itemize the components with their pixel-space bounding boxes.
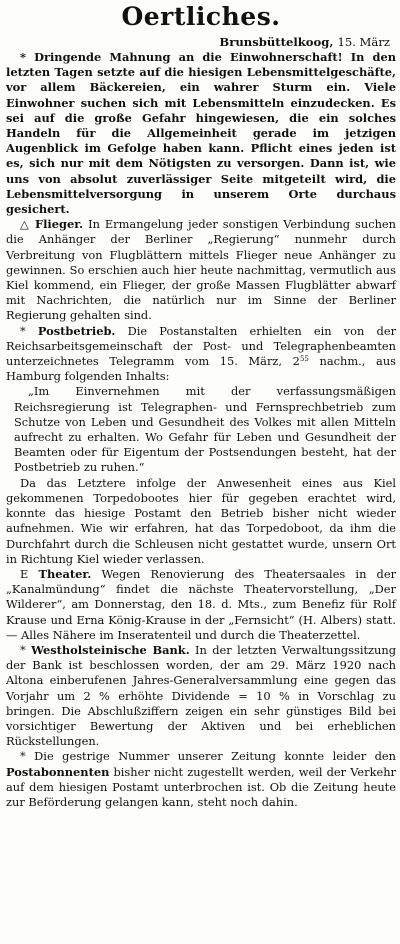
article-flieger-text: In Ermangelung jeder sonstigen Verbindung suchen die Anhänger der Berliner „Regierung“ nunmehr durch Verbreitung von Flugblättern mittels Flieger neue Anhänger zu gewinnen. So erschien auch hier heute nachmittag, vermutlich aus Kiel kommend, ein Flieger, der große Massen Flugblätter abwarf mit Nachrichten, die natürlich nur im Sinne der Berliner Regierung gehalten sind. — [6, 217, 396, 323]
article-zeitung-text: Die gestrige Nummer unserer Zeitung konnte leider den — [34, 749, 396, 764]
article-bank-heading: Westholsteinische Bank. — [31, 642, 190, 657]
dateline — [6, 35, 396, 50]
article-postbetrieb-text-end: nachm., aus Hamburg folgenden Inhalts: — [6, 354, 396, 384]
article-flieger-heading: Flieger. — [35, 217, 84, 232]
article-postbetrieb — [6, 324, 396, 385]
article-mahnung-text: Dringende Mahnung an die Einwohnerschaft! In den letzten Tagen setzte auf die hiesigen Lebensmittelgeschäfte, vor allem Bäckereien, ein wahrer Sturm ein. Viele Einwohner suchen sich mit Lebensmitteln einzudecken. Es sei auf die große Gefahr hingewiesen, die ein solches Handeln für die Allgemeinheit gerade im jetzigen Augenblick im Gefolge haben kann. Pflicht eines jeden ist es, sich nur mit dem Nötigsten zu versorgen. Dann ist, wie uns von absolut zuverlässiger Seite mitgeteilt wird, die Lebensmittelversorgung in unserem Orte durchaus gesichert. — [6, 50, 396, 217]
article-marker: * — [20, 642, 26, 657]
article-marker: * — [20, 323, 26, 338]
article-marker: * — [20, 50, 26, 64]
dateline-date: 15. März — [337, 35, 390, 49]
article-postbetrieb-followup: Da das Letztere infolge der Anwesenheit eines aus Kiel gekommenen Torpedobootes hier für gegeben erachtet wird, konnte das hiesige Postamt den Betrieb bisher nicht wieder aufnehmen. Wie wir erfahren, hat das Torpedoboot, da ihm die Durchfahrt durch die Schleusen nicht gestattet wurde, unsern Ort in Richtung Kiel wieder verlassen. — [6, 475, 396, 566]
article-bank-text: In der letzten Verwaltungssitzung der Bank ist beschlossen worden, der am 29. März 1920 nach Altona einberufenen Jahres-Generalversammlung eine gegen das Vorjahr um 2 % erhöhte Dividende = 10 % in Vorschlag zu bringen. Die Abschlußziffern zeigen ein sehr günstiges Bild bei vorsichtiger Bewertung der Aktiven und bei erheblichen Rückstellungen. — [6, 642, 397, 749]
article-marker: * — [20, 749, 26, 764]
article-theater-heading: Theater. — [38, 566, 92, 581]
telegram-time-minutes: 55 — [299, 355, 309, 364]
article-theater-text: Wegen Renovierung des Theatersaales in der „Kanalmündung“ findet die nächste Theatervorstellung, „Der Wilderer“, am Donnerstag, den 18. d. Mts., zum Benefiz für Rolf Krause und Erna König-Krause in der „Fernsicht“ (H. Albers) statt. — Alles Nähere im Inseratenteil und durch die Theaterzettel. — [6, 566, 397, 642]
dateline-place: Brunsbüttelkoog, — [219, 35, 334, 49]
article-marker: E — [20, 566, 29, 581]
article-postbetrieb-text: Die Postanstalten erhielten ein von der Reichsarbeitsgemeinschaft der Post- und Telegraphenbeamten unterzeichnetes Telegramm vom 15. März, 2 — [6, 323, 397, 369]
article-mahnung — [6, 50, 396, 217]
article-flieger — [6, 217, 396, 323]
article-zeitung-heading: Postabonnenten — [6, 764, 110, 779]
section-title: Oertliches. — [121, 2, 281, 31]
article-marker: △ — [20, 217, 31, 232]
article-postbetrieb-heading: Postbetrieb. — [37, 323, 116, 338]
article-zeitung — [6, 749, 396, 810]
article-theater — [6, 567, 396, 643]
article-bank — [6, 643, 396, 749]
telegram-quote: „Im Einvernehmen mit der verfassungsmäßigen Reichsregierung ist Telegraphen- und Fernsprechbetrieb zum Schutze von Leben und Gesundheit des Volkes mit allen Mitteln aufrecht zu erhalten. Wo Gefahr für Leben und Gesundheit der Beamten oder für Eigentum der Postsendungen besteht, hat der Postbetrieb zu ruhen.“ — [14, 384, 396, 475]
article-zeitung-text-end: bisher nicht zugestellt werden, weil der Verkehr auf dem hiesigen Postamt unterbrochen ist. Ob die Zeitung heute zur Beförderung gelangen kann, steht noch dahin. — [6, 764, 396, 809]
